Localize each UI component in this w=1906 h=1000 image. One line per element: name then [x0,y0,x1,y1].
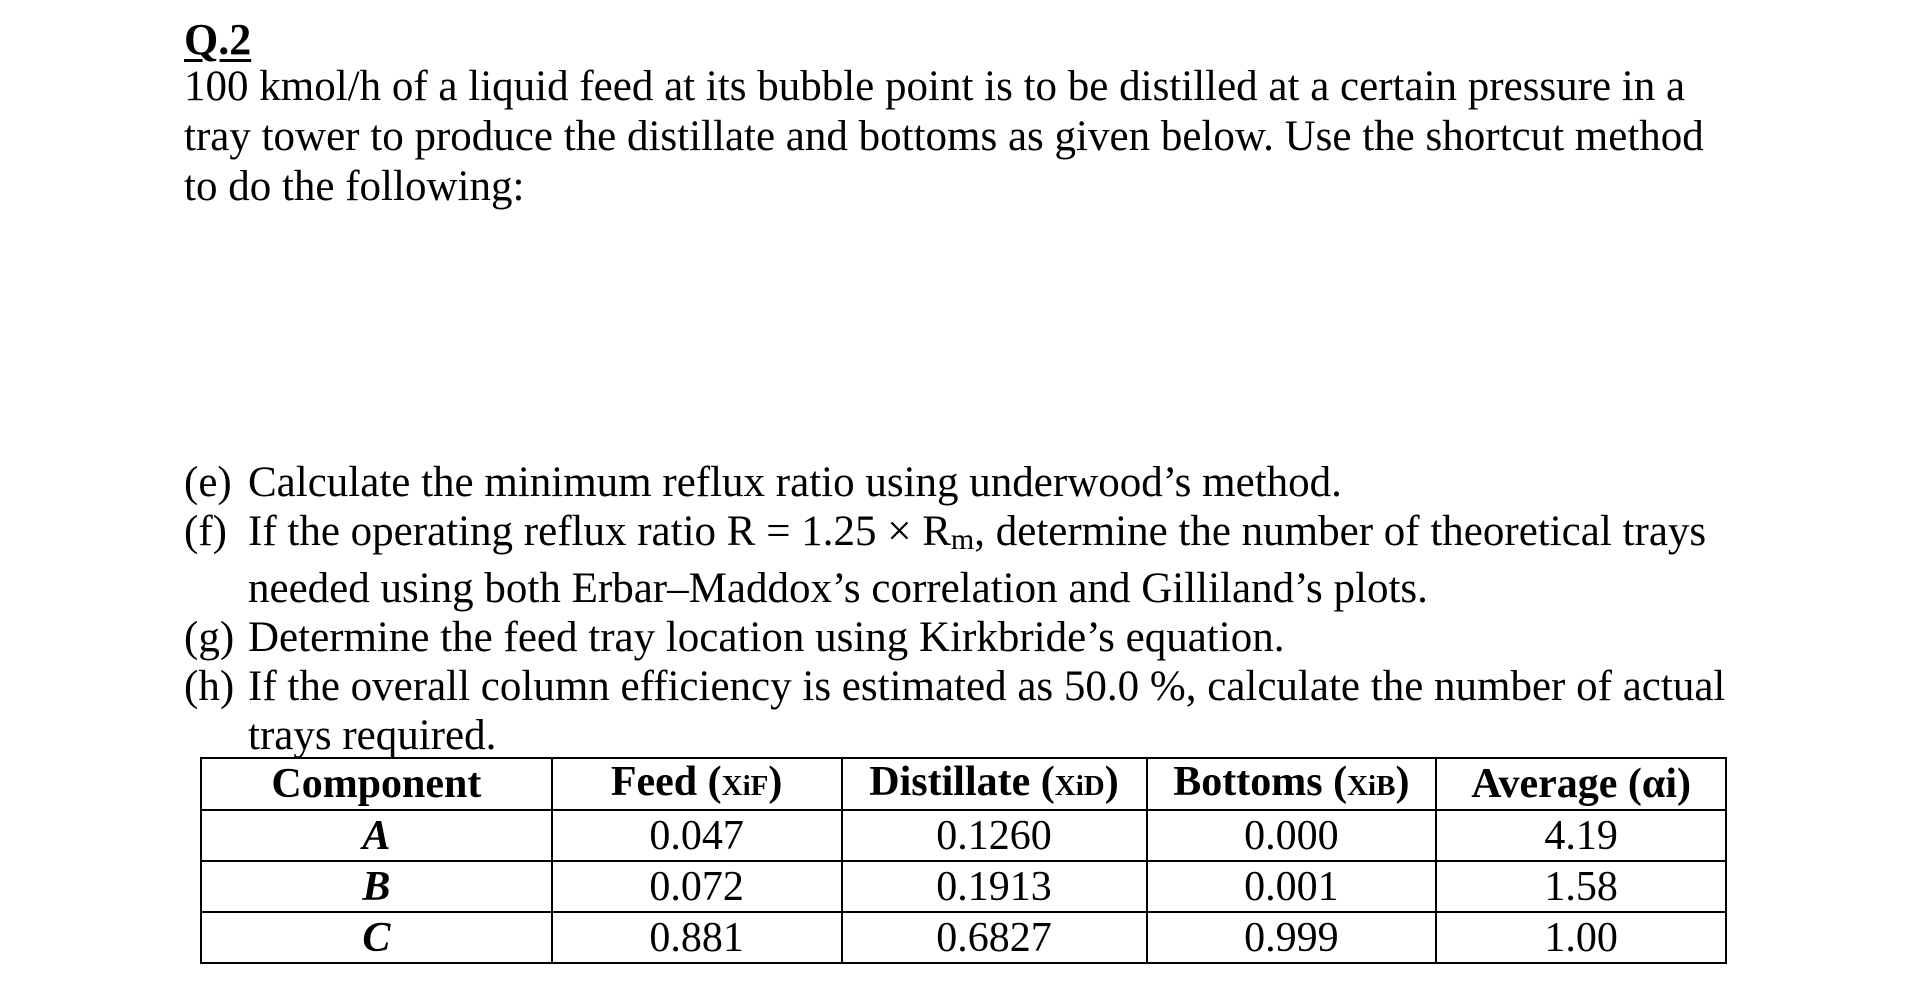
cell-feed: 0.072 [552,861,842,912]
cell-component: B [201,861,552,912]
subscript: m [950,523,975,556]
header-component: Component [201,758,552,810]
cell-alpha: 4.19 [1436,810,1726,861]
table-header-row [201,758,1726,810]
part-g [184,613,1744,662]
part-text: Calculate the minimum reflux ratio using underwood’s method. [248,459,1342,506]
table-row [201,810,1726,861]
table-row [201,912,1726,963]
cell-feed: 0.881 [552,912,842,963]
part-label: (h) [184,663,235,710]
header-feed: Feed (XiF) [552,758,842,810]
cell-alpha: 1.58 [1436,861,1726,912]
header-average-alpha: Average (αi) [1436,758,1726,810]
cell-alpha: 1.00 [1436,912,1726,963]
part-e [184,458,1744,507]
part-label: (e) [184,459,232,506]
cell-distillate: 0.1913 [842,861,1147,912]
part-text: Determine the feed tray location using Kirkbride’s equation. [248,614,1285,661]
cell-distillate: 0.1260 [842,810,1147,861]
cell-bottoms: 0.000 [1147,810,1437,861]
question-intro: 100 kmol/h of a liquid feed at its bubble point is to be distilled at a certain pressure in a tray tower to produce the distillate and bottoms as given below. Use the shortcut method to do the following: [184,63,1704,210]
part-text-b: , determine the number of theoretical trays needed using both Erbar–Maddox’s correlation and Gilliland’s plots. [248,508,1707,612]
part-text-a: If the operating reflux ratio R = 1.25 × R [248,508,951,555]
part-f [184,507,1744,613]
cell-bottoms: 0.001 [1147,861,1437,912]
part-text: If the overall column efficiency is estimated as 50.0 %, calculate the number of actual trays required. [248,663,1726,759]
cell-distillate: 0.6827 [842,912,1147,963]
cell-feed: 0.047 [552,810,842,861]
part-text [248,507,1744,613]
cell-component: A [201,810,552,861]
header-distillate: Distillate (XiD) [842,758,1147,810]
header-bottoms: Bottoms (XiB) [1147,758,1437,810]
question-parts [184,458,1744,760]
table-row [201,861,1726,912]
cell-component: C [201,912,552,963]
composition-table [200,757,1727,964]
cell-bottoms: 0.999 [1147,912,1437,963]
question-number: Q.2 [184,15,252,64]
part-label: (f) [184,508,227,555]
part-h [184,662,1744,760]
part-label: (g) [184,614,235,661]
